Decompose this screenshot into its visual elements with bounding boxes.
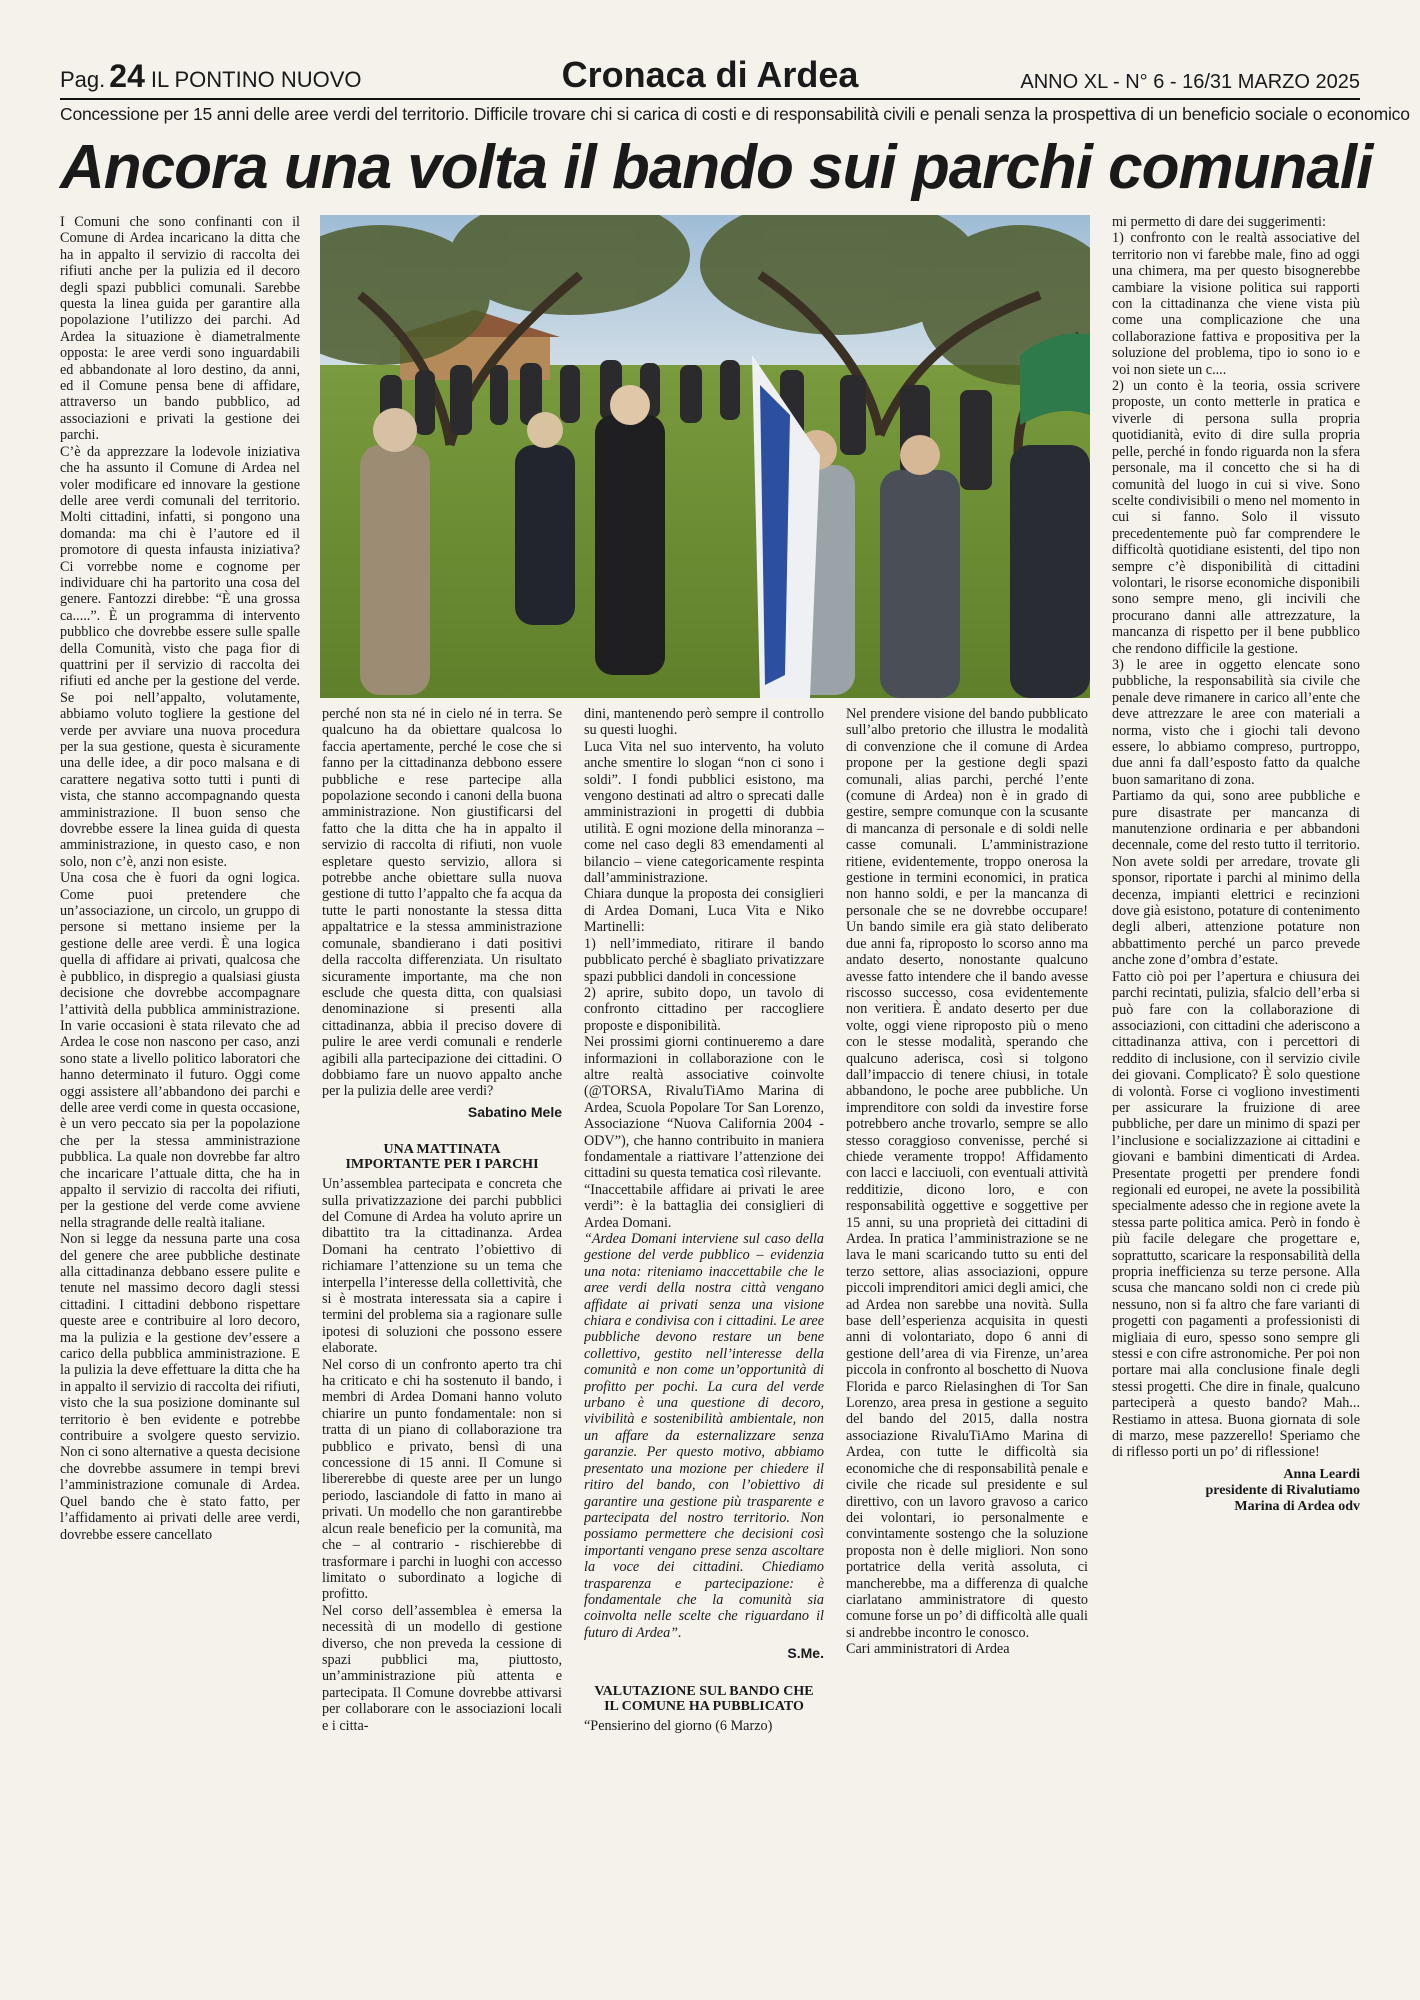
paragraph: “Pensierino del giorno (6 Marzo) bbox=[584, 1717, 773, 1734]
paragraph: Partiamo da qui, sono aree pubbliche e pure disastrate per mancanza di manutenzione ordinaria e per abbandoni decennale, come del resto tutto il territorio. Non avete soldi per arredare, trovate gli sponsor, riportate i parchi al minimo della decenza, impianti elettrici e recinzioni dove già esistono, potature di contenimento degli alberi, attenzione potature non abbattimento perché un parco prevede anche zone d’ombra d’estate. bbox=[1112, 788, 1360, 969]
paragraph: Nei prossimi giorni continueremo a dare informazioni in collaborazione con le altre realtà associative coinvolte (@TORSA, RivaluTiAmo Marina di Ardea, Scuola Popolare Tor San Lorenzo, Associazione “Nuova California 2004 - ODV”), che hanno contribuito in maniera fondamentale a riattivare l’attenzione dei cittadini su questa tematica così rilevante. bbox=[584, 1034, 824, 1182]
paragraph: I Comuni che sono confinanti con il Comune di Ardea incaricano la ditta che ha in appalto il servizio di raccolta dei rifiuti anche per la pulizia ed il decoro degli spazi pubblici comunali. Sarebbe questa la linea guida per garantire alla popolazione l’utilizzo dei parchi. Ad Ardea la situazione è diametralmente opposta: le aree verdi sono inguardabili ed abbandonate al loro destino, da anni, ed il Comune pensa bene di affidare, attraverso un bando pubblico, ad associazioni e privati la gestione dei parchi. bbox=[60, 214, 300, 444]
paragraph: Non si legge da nessuna parte una cosa del genere che aree pubbliche destinate alla cittadinanza debbano essere pulite e tenute nel massimo decoro dagli stessi cittadini. I cittadini debbono rispettare queste aree e contribuire al loro decoro, ma la pulizia e la gestione dev’essere a carico della pubblica amministrazione. E la pulizia la deve effettuare la ditta che ha in appalto il servizio di raccolta dei rifiuti, visto che la sua posizione dominante sul territorio è ben evidente e potrebbe contribuire a svolgere questo servizio. Non ci sono alternative a questa decisione che dovrebbe assumere in tempi brevi l’amministrazione comunale di Ardea. Quel bando che è stato fatto, per l’affidamento ai privati delle aree verdi, dovrebbe essere cancellato bbox=[60, 1231, 300, 1543]
article-headline: Ancora una volta il bando sui parchi comunali bbox=[60, 133, 1373, 202]
quoted-statement: “Ardea Domani interviene sul caso della gestione del verde pubblico – evidenzia una nota: riteniamo inaccettabile che le aree verdi della nostra città vengano affidate ai privati senza una visione chiara e condivisa con i cittadini. Le aree pubbliche devono restare un bene collettivo, gestito nell’interesse della comunità e non come un’opportunità di profitto per pochi. La cura del verde urbano è una questione di decoro, vivibilità e sostenibilità ambientale, non un affare da esternalizzare senza garanzie. Per questo motivo, abbiamo presentato una mozione per chiedere il ritiro del bando, con l’obiettivo di garantire una gestione più trasparente e partecipata del nostro territorio. Non possiamo permettere che decisioni così importanti vengano prese senza ascoltare la voce dei cittadini. Chiediamo trasparenza e partecipazione: è fondamentale che la comunità sia coinvolta nelle scelte che riguardano il futuro di Ardea”. bbox=[584, 1231, 824, 1641]
paragraph: Nel corso di un confronto aperto tra chi ha criticato e chi ha sostenuto il bando, i membri di Ardea Domani hanno voluto chiarire un punto fondamentale: non si tratta di un piano di collaborazione tra pubblico e privato, bensì di una concessione di 15 anni. Il Comune si libererebbe di queste aree per un lungo periodo, lasciandole di fatto in mano ai privati. Un modello che non garantirebbe alcun reale beneficio per la comunità, ma che – al contrario - rischierebbe di trasformare i parchi in luoghi con accesso limitato o subordinato a logiche di profitto. bbox=[322, 1356, 562, 1603]
section-heading bbox=[322, 1142, 562, 1172]
article-subtitle: Concessione per 15 anni delle aree verdi del territorio. Difficile trovare chi si carica di costi e di responsabilità civili e penali senza la prospettiva di un beneficio sociale o economico bbox=[60, 104, 1410, 124]
masthead bbox=[60, 54, 1360, 100]
paragraph: 1) nell’immediato, ritirare il bando pubblicato perché è sbagliato privatizzare spazi pubblici dandoli in concessione bbox=[584, 935, 824, 985]
paragraph: Cari amministratori di Ardea bbox=[846, 1641, 1010, 1658]
pag-label: Pag. bbox=[60, 67, 106, 92]
article-column-1 bbox=[60, 214, 300, 1954]
article-column-5 bbox=[1112, 214, 1360, 1954]
paragraph: 2) aprire, subito dopo, un tavolo di confronto cittadino per raccogliere proposte e disponibilità. bbox=[584, 984, 824, 1034]
paragraph: mi permetto di dare dei suggerimenti: bbox=[1112, 214, 1326, 230]
signature-role: presidente di Rivalutiamo bbox=[1205, 1482, 1360, 1498]
article-photo bbox=[320, 215, 1090, 698]
author-signature-block bbox=[1112, 1467, 1360, 1515]
assembly-in-park-illustration bbox=[320, 215, 1090, 698]
man-black-jacket bbox=[595, 415, 665, 675]
section-heading-line: IL COMUNE HA PUBBLICATO bbox=[604, 1698, 804, 1714]
paragraph: perché non sta né in cielo né in terra. Se qualcuno ha da obiettare qualcosa lo faccia apertamente, perché le cose che si fanno per la cittadinanza debbono essere pubbliche e rese partecipe alla popolazione secondo i canoni della buona amministrazione. Non giustificarsi del fatto che la ditta che ha in appalto il servizio di raccolta di rifiuti, non vuole espletare questo servizio, allora si potrebbe anche obiettare sulla nuova gestione di tutto l’appalto che fa acqua da tutte le parti nonostante la stessa ditta appaltatrice e la stessa amministrazione comunale, sbandierano i dati positivi della raccolta differenziata. Un risultato sicuramente importante, ma che non esclude che questa ditta, con qualsiasi denominazione si presenti alla cittadinanza, abbia il preciso dovere di pulire le aree verdi comunali e renderle agibili alla partecipazione dei cittadini. O dobbiamo fare un nuovo appalto anche per la pulizia delle aree verdi? bbox=[322, 706, 562, 1100]
author-signature: Sabatino Mele bbox=[467, 1103, 562, 1120]
paragraph: Fatto ciò poi per l’apertura e chiusura dei parchi recintati, pulizia, sfalcio dell’erba si può fare con la collaborazione di associazioni, con cittadini che aderiscono a cittadinanza attiva, con i percettori di reddito di inclusione, con il servizio civile dei giovani. Complicato? È solo questione di volontà. Forse ci vogliono investimenti per assicurare la fruizione di aree pubbliche, per dare un minimo di spazi per l’inclusione e socializzazione ai cittadini e giovani e bambini dimenticati di Ardea. Presentate progetti per prendere fondi regionali ed europei, ne avete la possibilità specialmente adesso che in regione avete la stessa parte politica amica. Però in fondo è più facile delegare che progettare e, soprattutto, scaricare la responsabilità della propria inefficienza su terze persone. Alla scusa che mancano soldi non ci crede più nessuno, non si fa altro che fare varianti di progetti con pagamenti a professionisti di migliaia di euro, spesso sono sempre gli stessi e con cifre astronomiche. Per poi non portare mai alla conclusione finale degli stessi progetti. Che dire in finale, qualcuno parteciperà a questo bando? Mah... Restiamo in attesa. Buona giornata di sole di marzo, mese pazzerello! Speriamo che di riflesso porti un po’ di riflessione! bbox=[1112, 968, 1360, 1461]
paragraph: Nel corso dell’assemblea è emersa la necessità di un modello di gestione diverso, che non preveda la cessione di spazi pubblici ma, piuttosto, un’amministrazione più attenta e partecipata. Il Comune dovrebbe attivarsi per collaborare con le associazioni locali e i citta- bbox=[322, 1602, 562, 1734]
paper-name: IL PONTINO NUOVO bbox=[150, 67, 362, 92]
issue-info: ANNO XL - N° 6 - 16/31 MARZO 2025 bbox=[1020, 71, 1360, 93]
paragraph: Un’assemblea partecipata e concreta che sulla privatizzazione dei parchi pubblici del Comune di Ardea ha voluto aprire un dibattito tra la cittadinanza. Ardea Domani ha centrato l’obiettivo di richiamare l’attenzione su un tema che interpella l’interesse della collettività, che si è mostrata interessata sia a capire i termini del problema sia a ragionare sulle ipotesi di soluzioni che possono essere elaborate. bbox=[322, 1176, 562, 1357]
section-heading bbox=[584, 1684, 824, 1714]
section-heading-line: IMPORTANTE PER I PARCHI bbox=[345, 1157, 539, 1173]
paragraph: C’è da apprezzare la lodevole iniziativa che ha assunto il Comune di Ardea nel voler modificare ed innovare la gestione delle aree verdi comunali del territorio. Molti cittadini, infatti, si pongono una domanda: ma chi è l’autore ed il promotore di questa infausta iniziativa? Ci vorrebbe nome e cognome per individuare chi ha partorito una cosa del genere. Fantozzi direbbe: “È una grossa ca.....”. È un programma di intervento pubblico che dovrebbe essere sulle spalle della Comunità, visto che paga fior di quattrini per il servizio di raccolta dei rifiuti ed anche per la gestione del verde. Se poi nell’appalto, volutamente, abbiamo voluto togliere la gestione del verde per avviare una nuova procedura per la sua gestione, questa è sicuramente una delle idee, a dir poco malsana e di carattere negativa sotto tutti i punti di vista, che stanno accompagnando questa amministrazione. Il buon senso che dovrebbe essere la linea guida di questa amministrazione, in questo caso, e non solo, non c’è, anzi non esiste. bbox=[60, 443, 300, 870]
man-right-dark bbox=[1010, 445, 1090, 698]
paragraph: 1) confronto con le realtà associative del territorio non vi farebbe male, fino ad oggi una chimera, ma per questo bisognerebbe cambiare la visione politica sui rapporti con la cittadinanza che viene vista più come una complicazione che una collaborazione fattiva e propositiva per la soluzione del problema, tipo io sono io e voi non siete un c.... bbox=[1112, 230, 1360, 378]
article-column-4 bbox=[846, 706, 1088, 1954]
section-heading-line: UNA MATTINATA bbox=[383, 1142, 501, 1158]
man-grey-blazer bbox=[880, 470, 960, 698]
paragraph: 3) le aree in oggetto elencate sono pubbliche, la responsabilità sia civile che penale deve rimanere in carico all’ente che deve attrezzare le aree con materiali a norma, visto che i giochi tali devono essere, lo abbiamo compreso, purtroppo, due anni fa dall’esposto fatto da qualche buon samaritano di zona. bbox=[1112, 656, 1360, 788]
paragraph: Chiara dunque la proposta dei consiglieri di Ardea Domani, Luca Vita e Niko Martinelli: bbox=[584, 886, 824, 936]
paragraph: “Inaccettabile affidare ai privati le aree verdi”: è la battaglia dei consiglieri di Ardea Domani. bbox=[584, 1181, 824, 1231]
paragraph: Una cosa che è fuori da ogni logica. Come puoi pretendere che un’associazione, un circolo, un gruppo di persone si mettano insieme per la gestione delle aree verdi. È una logica quella di affidare ai privati, qualcosa che è pubblico, in dispregio a qualsiasi giusta decisione che dovrebbe accompagnare l’attività della pubblica amministrazione. In varie occasioni è stata rilevato che ad Ardea le cose non nascono per caso, anzi sono state a livello politico laboratori che hanno determinato il futuro. Oggi come oggi assistere all’abbandono dei parchi e delle aree verdi come in questa occasione, è un vero peccato sia per la popolazione che per la stessa amministrazione pubblica. La quale non dovrebbe far altro che incaricare l’attuale ditta, che ha in appalto il servizio di raccolta dei rifiuti, per la gestione del verde come avviene nella stragrande delle realtà italiane. bbox=[60, 870, 300, 1231]
man-beige-jacket bbox=[360, 445, 430, 695]
author-signature: S.Me. bbox=[787, 1645, 824, 1662]
woman-dark-coat bbox=[515, 445, 575, 625]
section-heading-line: VALUTAZIONE SUL BANDO CHE bbox=[594, 1683, 814, 1699]
section-title: Cronaca di Ardea bbox=[561, 54, 859, 95]
paragraph: dini, mantenendo però sempre il controllo su questi luoghi. bbox=[584, 706, 824, 739]
paragraph: Nel prendere visione del bando pubblicato sull’albo pretorio che illustra le modalità di convenzione che il comune di Ardea propone per la gestione degli spazi comunali, alias parchi, perché l’ente (comune di Ardea) non è in grado di gestire, sempre comunque con la scusante di mancanza di personale e di soldi nelle casse comunali. L’amministrazione ritiene, evidentemente, troppo onerosa la gestione in termini economici, in pratica non hanno soldi, e per la mancanza di personale che se ne dovrebbe occupare! Un bando simile era già stato deliberato due anni fa, riproposto lo scorso anno ma andato deserto, nonostante qualcuno avesse fatto intendere che il bando avesse riscosso successo, cosa evidentemente non veritiera. È andato deserto per due volte, oggi viene riproposto più o meno con le stesse modalità, sperando che qualcuno aderisca, così si tolgono dall’impaccio di tenere chiusi, in totale abbandono, le poche aree pubbliche. Un imprenditore con soldi da investire forse potrebbero anche trovarlo, sempre se allo stesso coraggioso convenisse, perché si chiede veramente troppo! Affidamento con lacci e lacciuoli, con eventuali attività redditizie, dicono loro, e con responsabilità oggettive e soggettive per 15 anni, su una proprietà dei cittadini di Ardea. In pratica l’amministrazione se ne lava le mani scaricando tutto su enti del terzo settore, alias associazioni, oppure piccoli imprenditori amici degli amici, che ad Ardea non sarebbe una novità. Sulla base dell’esperienza acquisita in questi anni di volontariato, dopo 6 anni di gestione dell’area di via Firenze, un’area piccola in confronto al boschetto di Nuova Florida e parco Rielasinghen di Tor San Lorenzo, area presa in gestione a seguito del bando del 2015, dalla nostra associazione RivaluTiAmo Marina di Ardea, con tutte le difficoltà sia economiche che di responsabilità penale e civile che ricade sul presidente e sul direttivo, con un lavoro gravoso a carico dei volontari, io personalmente e convintamente sostengo che la soluzione proposta non è delle migliori. Non sono portatrice della verità assoluta, ci mancherebbe, ma a differenza di qualche ciarlatano amministratore di questo comune forse un po’ di difficoltà alle quali si andrebbe incontro le conosco. bbox=[846, 706, 1088, 1641]
page-number: 24 bbox=[109, 58, 145, 94]
paragraph: 2) un conto è la teoria, ossia scrivere proposte, un conto metterle in pratica e viverle di persona sulla propria quotidianità, evito di dire sulla propria pelle, perché in fondo riguarda non la sfera personale, ma il concetto che si ha di comunità del luogo in cui si vive. Sono scelte condivisibili o meno nel momento in cui si fanno. Solo il vissuto precedentemente può far comprendere le difficoltà quotidiane esistenti, del tipo non sempre c’è disponibilità di cittadini volontari, le risorse economiche disponibili sono sempre meno, gli incivili che procurano danni alle attrezzature, la mancanza di rispetto per il bene pubblico che rendono difficile la gestione. bbox=[1112, 378, 1360, 657]
signature-org: Marina di Ardea odv bbox=[1234, 1498, 1360, 1514]
article-column-3 bbox=[584, 706, 824, 1954]
article-column-2 bbox=[322, 706, 562, 1954]
paragraph: Luca Vita nel suo intervento, ha voluto anche smentire lo slogan “non ci sono i soldi”. I fondi pubblici esistono, ma vengono destinati ad altro o sprecati dalle amministrazioni in progetti di dubbia utilità. E ogni mozione della minoranza – come nel caso degli 83 emendamenti al bilancio – viene categoricamente respinta dall’amministrazione. bbox=[584, 738, 824, 887]
signature-name: Anna Leardi bbox=[1283, 1466, 1360, 1482]
